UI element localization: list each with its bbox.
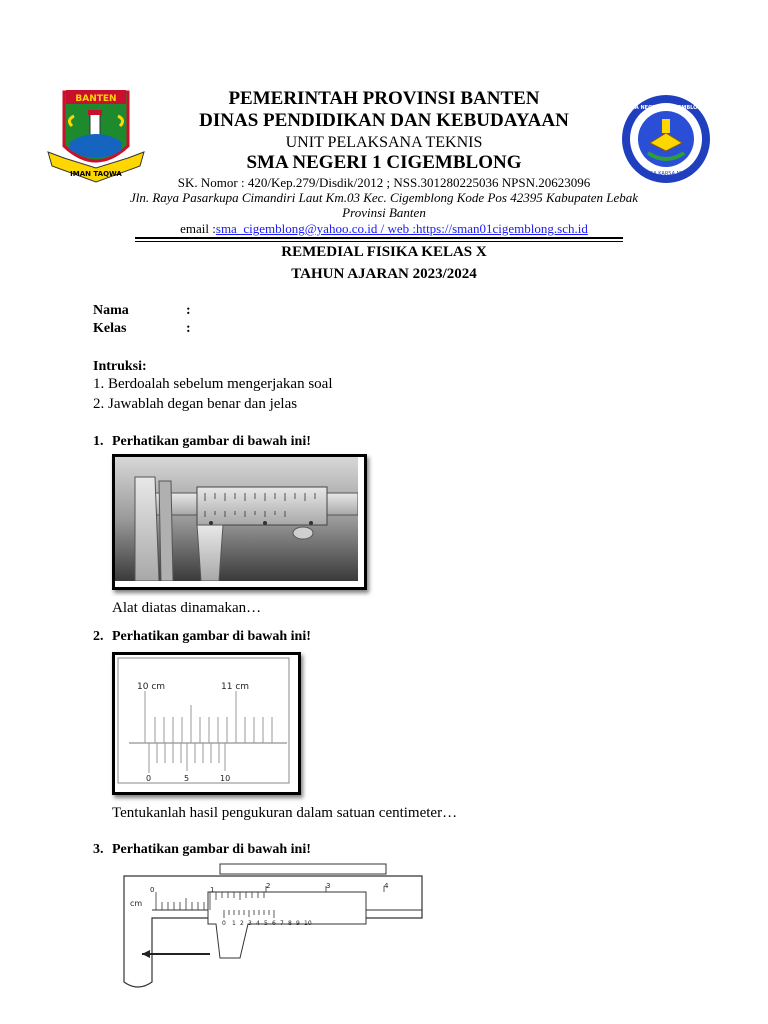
- vernier-tick: 6: [272, 920, 276, 927]
- header-line2: DINAS PENDIDIKAN DAN KEBUDAYAAN: [199, 110, 569, 131]
- question-1-number: 1.: [93, 434, 104, 449]
- school-name: SMA NEGERI 1 CIGEMBLONG: [246, 152, 522, 173]
- kelas-label: Kelas: [93, 321, 127, 336]
- question-3-caliper-drawing: [116, 862, 436, 992]
- question-2-vernier-diagram: [112, 652, 301, 795]
- vernier-tick: 8: [288, 920, 292, 927]
- email-line: [0, 221, 768, 237]
- logo-right-bottom-text: PANCA KARSA MITRA: [639, 171, 693, 177]
- instructions-heading: Intruksi:: [93, 359, 147, 374]
- vernier-tick: 9: [296, 920, 300, 927]
- main-tick-1: 1: [210, 886, 215, 894]
- email-label: email :: [180, 221, 216, 236]
- header-rule-thin: [135, 241, 623, 242]
- instruction-item: 2. Jawablah degan benar dan jelas: [93, 396, 298, 412]
- address-line1: Jln. Raya Pasarkupa Cimandiri Laut Km.03 Kec. Cigemblong Kode Pos 42395 Kabupaten Lebak: [129, 190, 639, 205]
- question-2-prompt: Perhatikan gambar di bawah ini!: [112, 629, 311, 644]
- sk-number: SK. Nomor : 420/Kep.279/Disdik/2012 ; NSS.301280225036 NPSN.20623096: [177, 175, 591, 190]
- instruction-item: 1. Berdoalah sebelum mengerjakan soal: [93, 376, 333, 392]
- main-scale-11cm-label: 11 cm: [221, 682, 250, 692]
- exam-title: REMEDIAL FISIKA KELAS X: [281, 244, 487, 260]
- vernier-tick: 0: [222, 920, 226, 927]
- vernier-10-label: 10: [220, 774, 231, 783]
- vernier-tick: 7: [280, 920, 284, 927]
- header-line1: PEMERINTAH PROVINSI BANTEN: [228, 88, 540, 109]
- vernier-tick: 4: [256, 920, 260, 927]
- main-tick-3: 3: [326, 882, 331, 890]
- vernier-tick: 3: [248, 920, 252, 927]
- main-tick-0: 0: [150, 886, 155, 894]
- main-scale-10cm-label: 10 cm: [137, 682, 166, 692]
- logo-left-top-text: BANTEN: [75, 94, 117, 104]
- header-line3: UNIT PELAKSANA TEKNIS: [285, 134, 483, 151]
- nama-label: Nama: [93, 303, 129, 318]
- logo-right-text: SMA NEGERI 1 CIGEMBLONG: [626, 105, 706, 111]
- question-3-prompt: Perhatikan gambar di bawah ini!: [112, 842, 311, 857]
- header-rule-thick: [135, 237, 623, 239]
- vernier-tick: 5: [264, 920, 268, 927]
- main-tick-4: 4: [384, 882, 389, 890]
- question-3-number: 3.: [93, 842, 104, 857]
- address-line2: Provinsi Banten: [342, 205, 426, 220]
- question-2-number: 2.: [93, 629, 104, 644]
- vernier-0-label: 0: [146, 774, 152, 783]
- vernier-tick: 1: [232, 920, 236, 927]
- logo-left-bottom-text: IMAN TAQWA: [70, 170, 122, 178]
- kelas-colon: :: [186, 321, 191, 336]
- vernier-tick: 2: [240, 920, 244, 927]
- unit-label: cm: [130, 899, 143, 908]
- question-1-caliper-photo: [112, 454, 367, 590]
- nama-colon: :: [186, 303, 191, 318]
- vernier-5-label: 5: [184, 774, 190, 783]
- vernier-tick: 10: [304, 920, 312, 927]
- question-2-text: Tentukanlah hasil pengukuran dalam satuan centimeter…: [112, 805, 458, 821]
- question-1-prompt: Perhatikan gambar di bawah ini!: [112, 434, 311, 449]
- question-1-text: Alat diatas dinamakan…: [112, 600, 262, 616]
- email-link[interactable]: sma_cigemblong@yahoo.co.id / web :https://sman01cigemblong.sch.id: [215, 221, 588, 236]
- main-tick-2: 2: [266, 882, 271, 890]
- exam-year: TAHUN AJARAN 2023/2024: [291, 266, 477, 282]
